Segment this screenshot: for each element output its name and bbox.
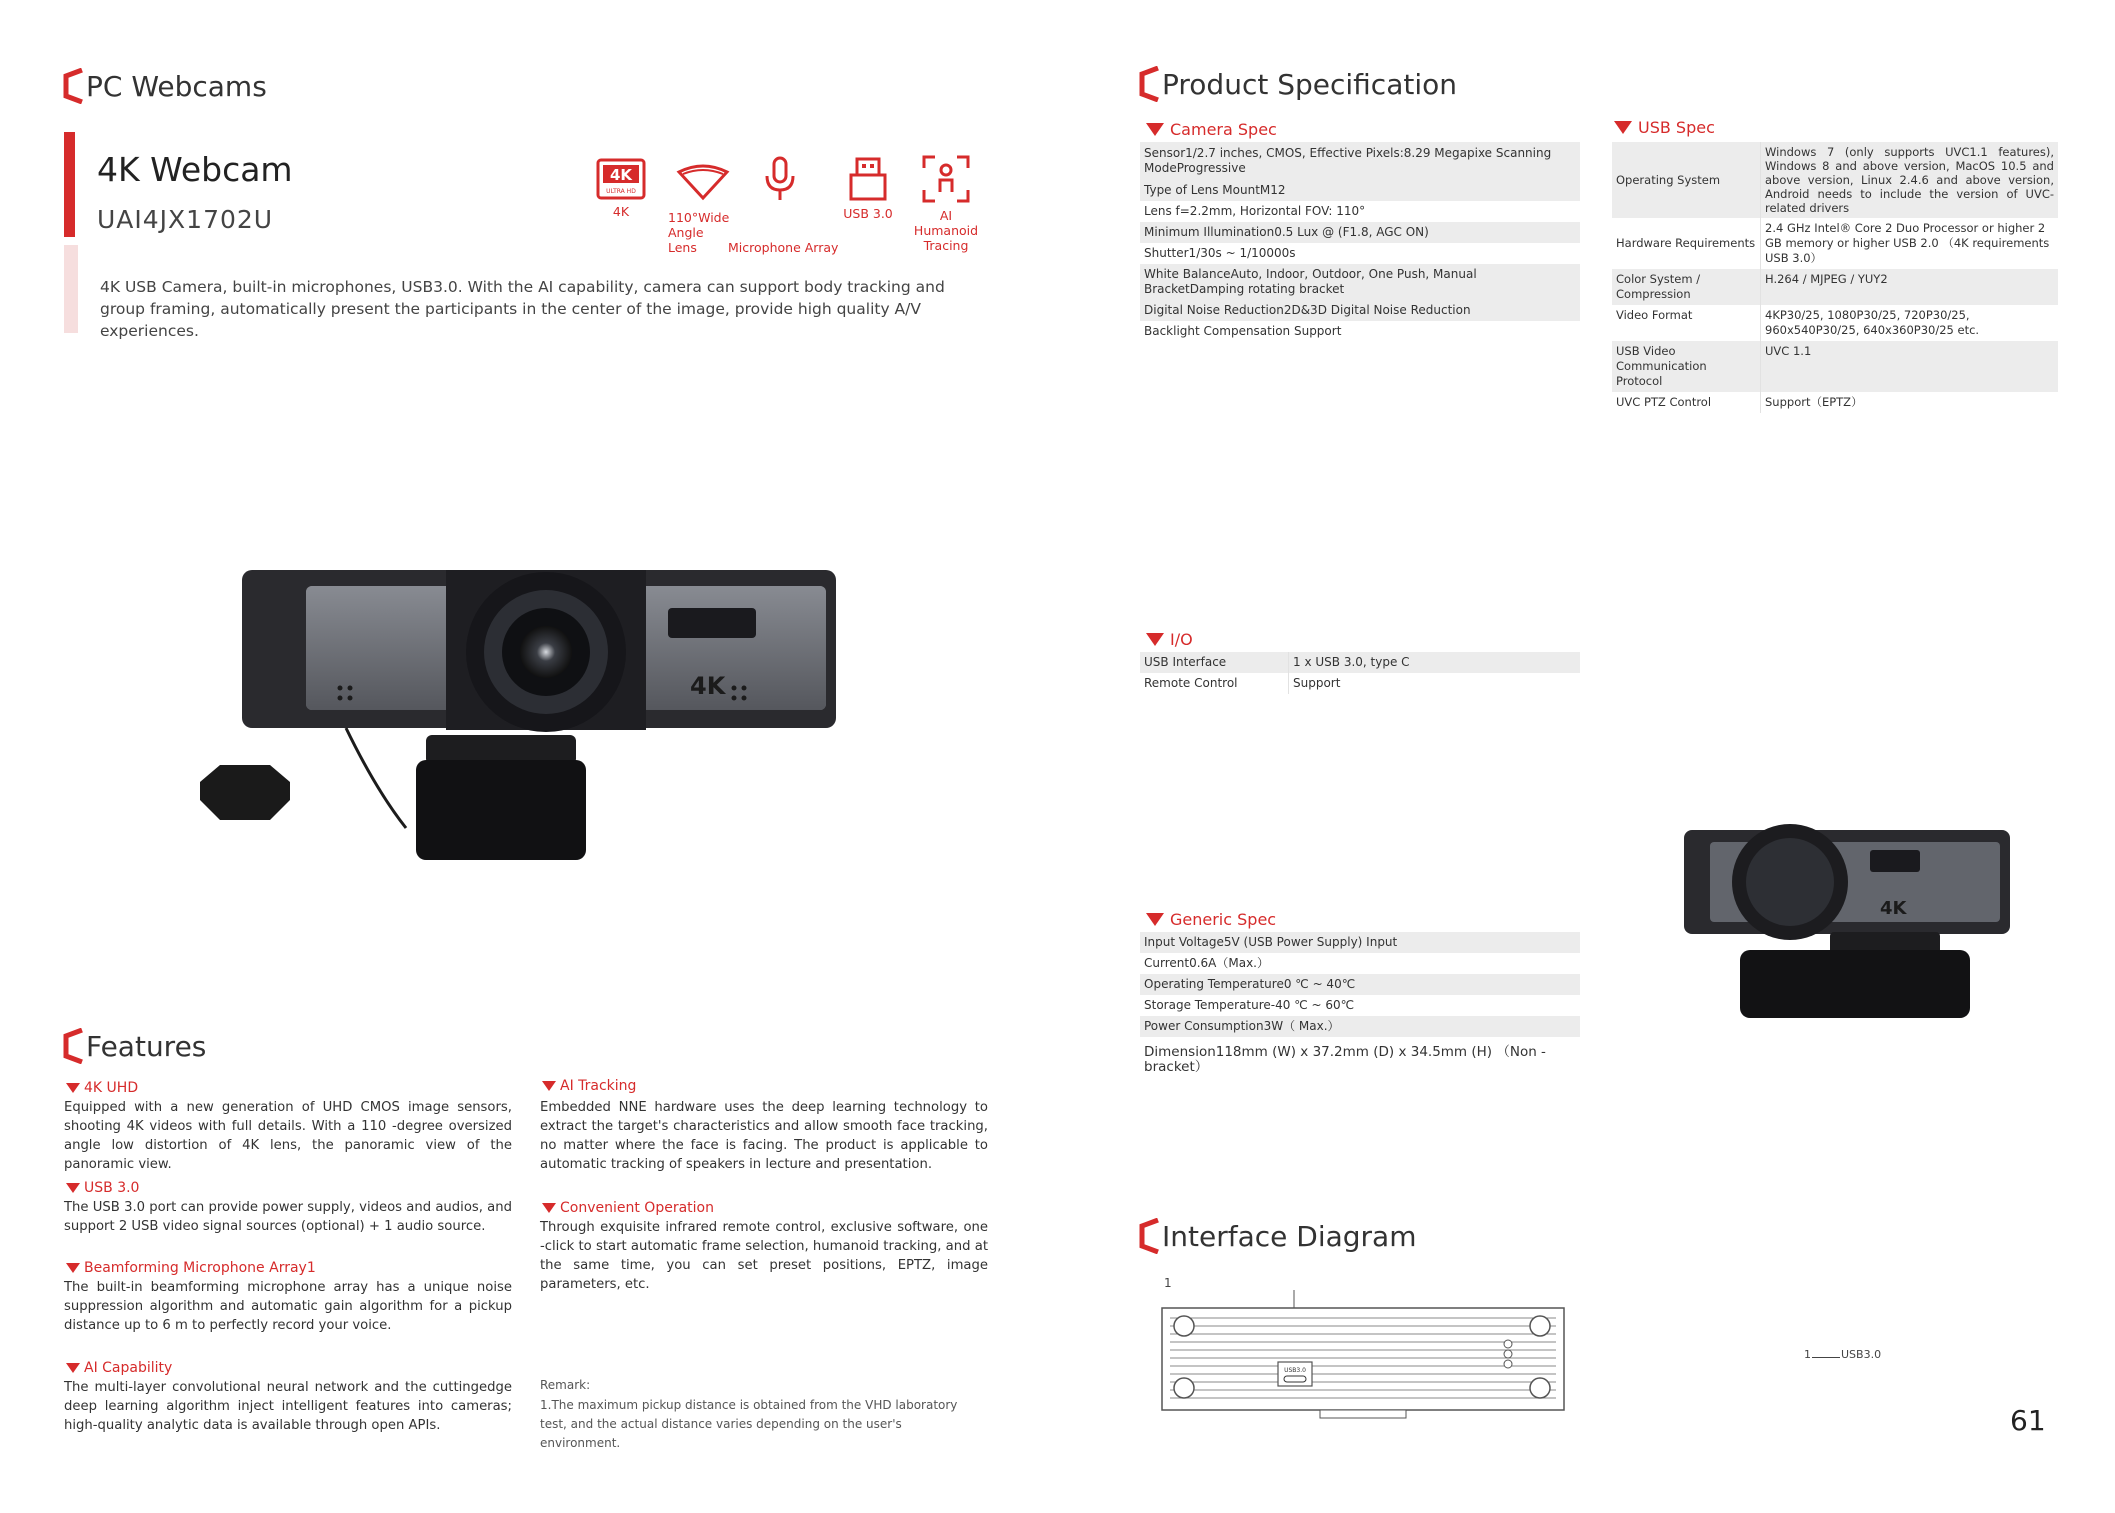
remark-title: Remark: bbox=[540, 1378, 591, 1392]
bracket-icon bbox=[1138, 66, 1160, 102]
triangle-icon bbox=[1614, 121, 1632, 134]
triangle-icon bbox=[66, 1083, 80, 1093]
icon-wide-angle bbox=[668, 160, 738, 206]
webcam-front-image bbox=[196, 560, 846, 860]
camera-4k-badge-side: 4K bbox=[1880, 898, 1907, 919]
svg-text:ULTRA HD: ULTRA HD bbox=[606, 188, 636, 195]
spec-key: Color System / Compression bbox=[1612, 269, 1761, 305]
spec-value: Support bbox=[1293, 676, 1341, 690]
spec-cell: Minimum Illumination0.5 Lux @ (F1.8, AGC ON) bbox=[1140, 222, 1580, 243]
section-title-pc-webcams: PC Webcams bbox=[62, 68, 267, 104]
spec-key: Hardware Requirements bbox=[1612, 218, 1761, 269]
svg-text:4K: 4K bbox=[609, 166, 633, 184]
description-bar bbox=[64, 245, 78, 333]
bracket-icon bbox=[62, 68, 84, 104]
spec-key: USB Video Communication Protocol bbox=[1612, 341, 1761, 392]
bracket-icon bbox=[1138, 1218, 1160, 1254]
feature-body-4k-uhd: Equipped with a new generation of UHD CMOS image sensors, shooting 4K videos with full details. With a 110 -degree oversized angle low distortion of 4K lens, the panoramic view of the panoramic view. bbox=[64, 1100, 512, 1172]
remark-body: 1.The maximum pickup distance is obtained from the VHD laboratory test, and the actual distance varies depending on the user's environment. bbox=[540, 1398, 958, 1450]
camera-spec-table bbox=[1140, 142, 1580, 342]
icon-label-wide-mic: 110°Wide Angle Lens Microphone Array bbox=[668, 210, 839, 255]
spec-cell: Storage Temperature-40 ℃ ~ 60℃ bbox=[1144, 998, 1355, 1012]
camera-4k-badge: 4K bbox=[690, 672, 726, 700]
diagram-legend: 1 USB3.0 bbox=[1804, 1348, 1882, 1361]
spec-cell: Operating Temperature0 ℃ ~ 40℃ bbox=[1140, 974, 1580, 995]
spec-key: Video Format bbox=[1612, 305, 1761, 341]
product-model: UAI4JX1702U bbox=[97, 205, 274, 234]
triangle-icon bbox=[66, 1363, 80, 1373]
generic-spec-table bbox=[1140, 932, 1580, 1078]
spec-cell: Sensor1/2.7 inches, CMOS, Effective Pixels:8.29 Megapixe Scanning ModeProgressive bbox=[1140, 142, 1580, 180]
io-spec-table bbox=[1140, 652, 1580, 694]
spec-value: Windows 7 (only supports UVC1.1 features), Windows 8 and above version, MacOS 10.5 and above version, Linux 2.4.6 and above version, Android needs to include the version of UVC- related drivers bbox=[1761, 142, 2059, 218]
feature-body-usb3: The USB 3.0 port can provide power supply, videos and audios, and support 2 USB video signal sources (optional) + 1 audio source. bbox=[64, 1200, 512, 1234]
io-title: I/O bbox=[1146, 630, 1193, 649]
spec-cell: Shutter1/30s ~ 1/10000s bbox=[1144, 246, 1296, 260]
feature-title-ai-tracking: AI Tracking bbox=[542, 1078, 636, 1094]
spec-cell: Current0.6A（Max.） bbox=[1144, 956, 1269, 970]
spec-cell: Input Voltage5V (USB Power Supply) Input bbox=[1140, 932, 1580, 953]
microphone-icon bbox=[762, 156, 798, 202]
feature-body-ai-tracking: Embedded NNE hardware uses the deep learning technology to extract the target's characteristics and allow smooth face tracking, no matter where the face is facing. The product is applicable to automatic tracking of speakers in lecture and presentation. bbox=[540, 1100, 988, 1172]
feature-body-ai-capability: The multi-layer convolutional neural network and the cuttingedge deep learning algorithm inject intelligent features into cameras; high-quality analytic data is available through open APIs. bbox=[64, 1380, 512, 1433]
spec-value: UVC 1.1 bbox=[1761, 341, 2059, 392]
spec-value: H.264 / MJPEG / YUY2 bbox=[1761, 269, 2059, 305]
spec-cell: Lens f=2.2mm, Horizontal FOV: 110° bbox=[1144, 204, 1366, 218]
spec-value: 2.4 GHz Intel® Core 2 Duo Processor or higher 2 GB memory or higher USB 2.0 （4K requirements USB 3.0） bbox=[1765, 221, 2050, 265]
spec-key: UVC PTZ Control bbox=[1612, 392, 1761, 413]
spec-value: Support（EPTZ） bbox=[1765, 395, 1863, 409]
section-title-features: Features bbox=[62, 1028, 206, 1064]
interface-diagram bbox=[1160, 1290, 1570, 1420]
product-description: 4K USB Camera, built-in microphones, USB3.0. With the AI capability, camera can support body tracking and group framing, automatically present the participants in the center of the image, provide high quality A/V experiences. bbox=[100, 278, 945, 340]
usb-spec-title: USB Spec bbox=[1614, 118, 1715, 137]
humanoid-tracing-icon bbox=[921, 154, 971, 204]
spec-key: USB Interface bbox=[1140, 652, 1289, 673]
spec-value: 4KP30/25, 1080P30/25, 720P30/25, 960x540P30/25, 640x360P30/25 etc. bbox=[1765, 308, 1980, 337]
diagram-callout-number: 1 bbox=[1164, 1276, 1172, 1290]
usb-spec-table bbox=[1612, 142, 2058, 413]
triangle-icon bbox=[1146, 123, 1164, 136]
triangle-icon bbox=[542, 1203, 556, 1213]
spec-cell: White BalanceAuto, Indoor, Outdoor, One Push, Manual BracketDamping rotating bracket bbox=[1140, 264, 1580, 300]
spec-cell: Dimension118mm (W) x 37.2mm (D) x 34.5mm (H) （Non -bracket） bbox=[1144, 1044, 1546, 1075]
page-number: 61 bbox=[2010, 1404, 2046, 1437]
triangle-icon bbox=[1146, 633, 1164, 646]
spec-key: Operating System bbox=[1612, 142, 1761, 218]
bracket-icon bbox=[62, 1028, 84, 1064]
icon-4k: 4K ULTRA HD 4K bbox=[592, 158, 650, 219]
4k-ultra-hd-icon bbox=[596, 158, 646, 200]
generic-spec-title: Generic Spec bbox=[1146, 910, 1276, 929]
usb-icon bbox=[845, 156, 891, 202]
spec-key: Remote Control bbox=[1140, 673, 1289, 694]
spec-cell: Type of Lens MountM12 bbox=[1140, 180, 1580, 201]
feature-title-convenient: Convenient Operation bbox=[542, 1200, 714, 1216]
feature-title-4k-uhd: 4K UHD bbox=[66, 1080, 138, 1096]
feature-body-convenient: Through exquisite infrared remote control, exclusive software, one -click to start automatic frame selection, humanoid tracking, and at the same time, you can set preset positions, EPTZ, image parameters, etc. bbox=[540, 1220, 988, 1292]
spec-cell: Backlight Compensation Support bbox=[1144, 324, 1342, 338]
camera-spec-title: Camera Spec bbox=[1146, 120, 1277, 139]
feature-body-beamforming: The built-in beamforming microphone array has a unique noise suppression algorithm and automatic gain algorithm for a pickup distance up to 6 m to perfectly record your voice. bbox=[64, 1280, 512, 1333]
feature-title-beamforming: Beamforming Microphone Array1 bbox=[66, 1260, 316, 1276]
wide-angle-lens-icon bbox=[675, 160, 731, 202]
section-title-product-spec: Product Specification bbox=[1138, 66, 1457, 102]
spec-cell: Digital Noise Reduction2D&3D Digital Noise Reduction bbox=[1140, 300, 1580, 321]
diagram-port-label: USB3.0 bbox=[1284, 1367, 1306, 1374]
triangle-icon bbox=[1146, 913, 1164, 926]
product-red-bar bbox=[64, 132, 75, 237]
icon-microphone bbox=[760, 156, 800, 206]
webcam-side-image bbox=[1680, 820, 2020, 1020]
icon-usb: USB 3.0 bbox=[836, 156, 900, 221]
section-title-interface: Interface Diagram bbox=[1138, 1218, 1416, 1254]
feature-title-usb3: USB 3.0 bbox=[66, 1180, 139, 1196]
triangle-icon bbox=[542, 1081, 556, 1091]
icon-humanoid-tracing: AI Humanoid Tracing bbox=[906, 154, 986, 253]
product-name: 4K Webcam bbox=[97, 150, 293, 189]
spec-value: 1 x USB 3.0, type C bbox=[1289, 652, 1581, 673]
triangle-icon bbox=[66, 1263, 80, 1273]
spec-cell: Power Consumption3W（ Max.） bbox=[1140, 1016, 1580, 1037]
feature-title-ai-capability: AI Capability bbox=[66, 1360, 172, 1376]
triangle-icon bbox=[66, 1183, 80, 1193]
